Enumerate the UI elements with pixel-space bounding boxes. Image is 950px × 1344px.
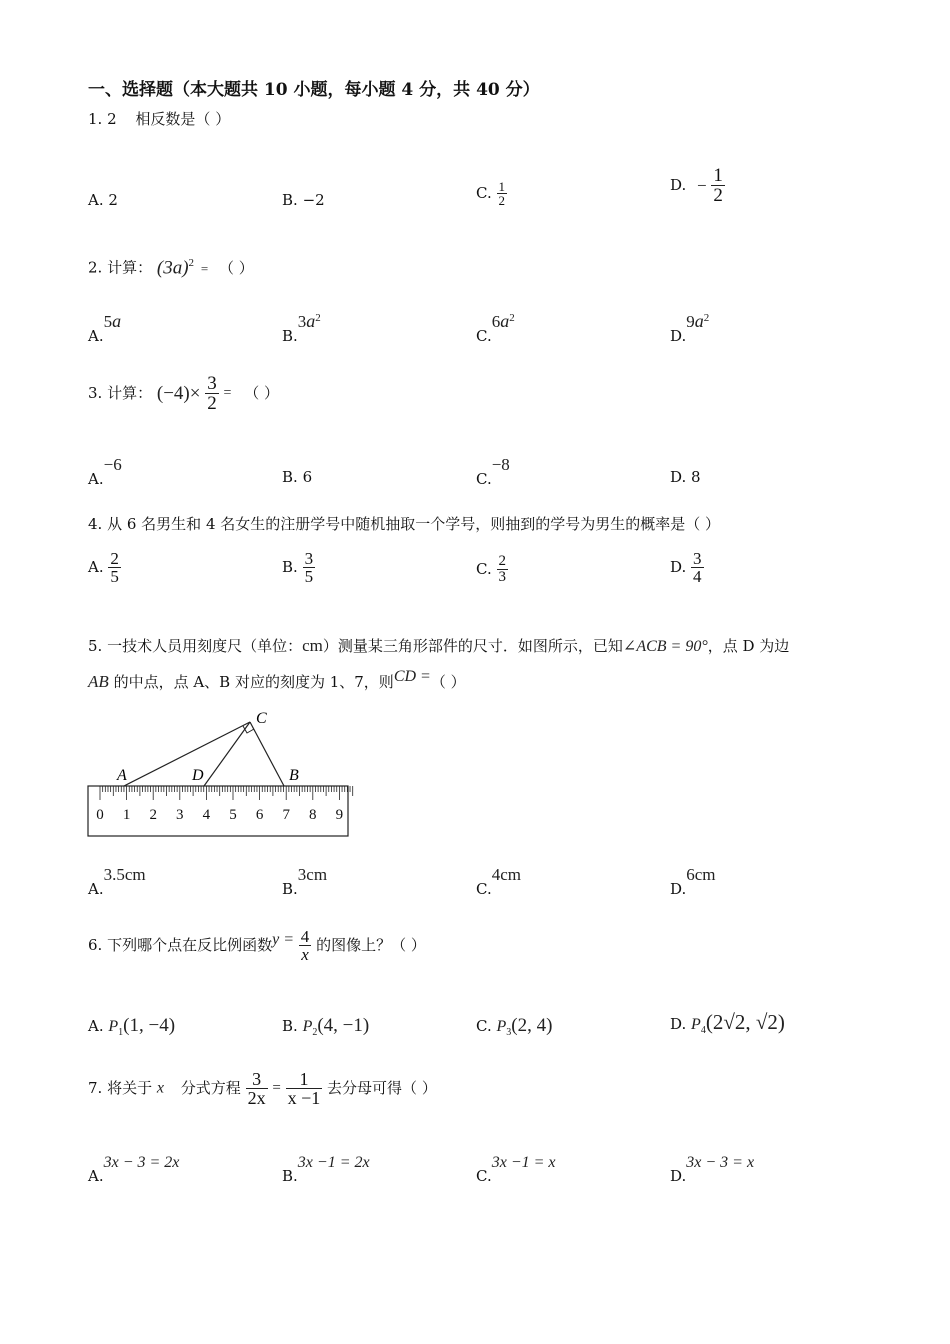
question-2-stem: 2. 计算： $(3a)^2$ = （ ） — [88, 257, 254, 279]
q1-option-a[interactable]: A. 2 — [88, 191, 118, 209]
q7-option-c[interactable]: C.3x −1 = x — [476, 1154, 556, 1185]
ruler-tick-label: 3 — [176, 807, 184, 823]
q2-option-c[interactable]: $C.6a^2$ — [476, 311, 515, 345]
question-3-stem: 3. 计算： (−4)× $\frac{3}{2}$ = （ ） — [88, 373, 280, 414]
question-7-stem: 7. 将关于 x 分式方程 $\frac{3}{2x}$ = $\frac{1}{x -1}$ 去分母可得（ ） — [88, 1069, 437, 1108]
q3-option-d[interactable]: D. 8 — [670, 468, 701, 486]
label-d: D — [192, 767, 204, 784]
section-title: 一、选择题（本大题共 10 小题，每小题 4 分，共 40 分） — [88, 80, 540, 100]
segment-cb — [250, 722, 284, 786]
label-c: C — [256, 710, 267, 727]
ruler-tick-label: 0 — [96, 807, 104, 823]
ruler-tick-label: 6 — [255, 807, 264, 823]
q1-option-d[interactable]: D. − $\frac{1}{2}$ — [670, 165, 723, 206]
q6-option-a[interactable]: A. $P_1(1$, −4) — [88, 1015, 176, 1038]
q6-option-d[interactable]: D. $P_4(2√2$, √2) — [670, 1010, 785, 1036]
q3-option-c[interactable]: C.−8 — [476, 455, 510, 488]
question-6-stem: 6. 下列哪个点在反比例函数y = $\frac{4}{x}$ 的图像上？（ ） — [88, 927, 426, 964]
ruler-triangle-figure — [84, 706, 354, 840]
ruler-tick-label: 2 — [149, 807, 157, 823]
label-a: A — [117, 767, 127, 784]
ruler-tick-label: 1 — [122, 807, 131, 823]
ruler-tick-label: 5 — [229, 807, 237, 823]
q4-option-c[interactable]: C. $\frac{2}{3}$ — [476, 553, 506, 585]
q4-option-d[interactable]: D. $\frac{3}{4}$ — [670, 549, 702, 586]
q1-option-b[interactable]: B. −2 — [282, 191, 325, 209]
ruler-tick-label: 9 — [335, 807, 344, 823]
q3-option-a[interactable]: A.−6 — [88, 455, 122, 488]
question-1-stem: 1. 2 相反数是（ ） — [88, 110, 231, 128]
q5-option-a[interactable]: A.3.5cm — [88, 865, 146, 898]
ruler-ticks — [100, 786, 354, 800]
q2-option-a[interactable]: A.5a — [88, 311, 122, 345]
q7-option-d[interactable]: D.3x − 3 = x — [670, 1154, 755, 1185]
q1-option-c[interactable]: C. $\frac{1}{2}$ — [476, 179, 505, 208]
q2-option-d[interactable]: $D.9a^2$ — [670, 311, 710, 345]
q6-option-c[interactable]: C. $P_3(2$, 4) — [476, 1015, 553, 1038]
question-4-stem: 4. 从 6 名男生和 4 名女生的注册学号中随机抽取一个学号，则抽到的学号为男生的概率是（ ） — [88, 515, 721, 533]
q4-option-a[interactable]: A. $\frac{2}{5}$ — [88, 549, 119, 586]
question-5-stem-line2: AB 的中点，点 A、B 对应的刻度为 1、7，则CD =（ ） — [88, 668, 466, 691]
label-b: B — [289, 767, 299, 784]
q7-option-b[interactable]: B.3x −1 = 2x — [282, 1154, 370, 1185]
ruler-tick-label: 7 — [282, 807, 290, 823]
segment-cd — [204, 722, 250, 786]
ruler-tick-label: 8 — [309, 807, 317, 823]
q5-option-c[interactable]: C.4cm — [476, 865, 521, 898]
q2-option-b[interactable]: $B.3a^2$ — [282, 311, 321, 345]
q4-option-b[interactable]: B. $\frac{3}{5}$ — [282, 549, 314, 586]
ruler-tick-labels — [96, 807, 343, 823]
q5-option-d[interactable]: D.6cm — [670, 865, 716, 898]
q3-option-b[interactable]: B. 6 — [282, 468, 313, 486]
q5-option-b[interactable]: B.3cm — [282, 865, 328, 898]
ruler-tick-label: 4 — [202, 807, 211, 823]
question-5-stem-line1: 5. 一技术人员用刻度尺（单位：cm）测量某三角形部件的尺寸．如图所示，已知∠ACB = 90°，点 D 为边 — [88, 636, 790, 655]
q7-option-a[interactable]: A.3x − 3 = 2x — [88, 1154, 180, 1185]
segment-ac — [124, 722, 250, 786]
q6-option-b[interactable]: B. $P_2(4$, −1) — [282, 1015, 370, 1038]
